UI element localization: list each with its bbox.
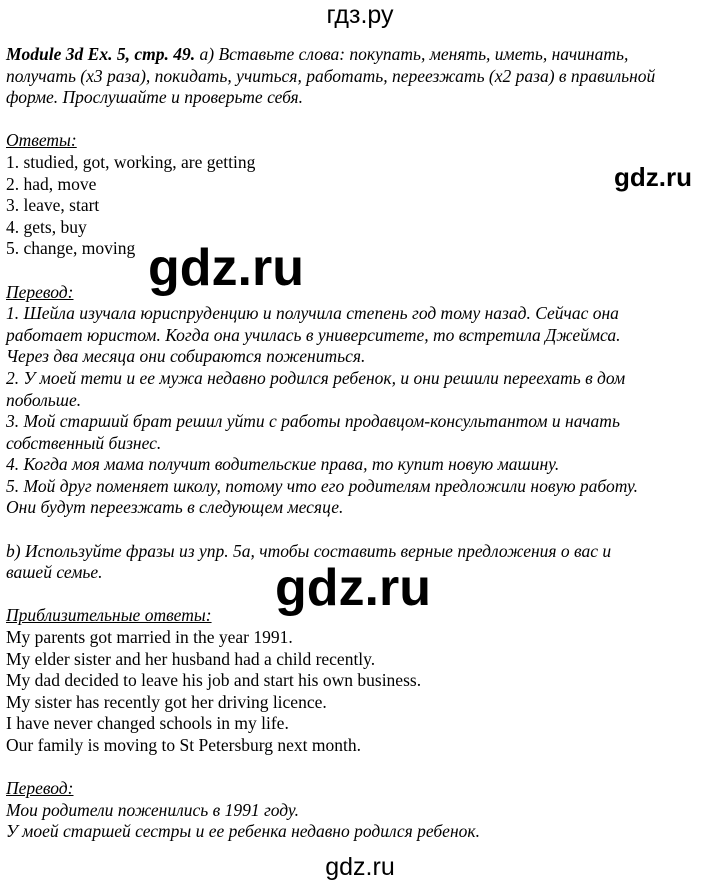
approx-answer-item: My parents got married in the year 1991.	[6, 627, 293, 648]
approx-answers-heading: Приблизительные ответы:	[6, 605, 212, 626]
translation-a-line: 1. Шейла изучала юриспруденцию и получила степень год тому назад. Сейчас она	[6, 303, 619, 324]
task-line-3: форме. Прослушайте и проверьте себя.	[6, 87, 304, 108]
answer-item: 3. leave, start	[6, 195, 100, 216]
approx-answer-item: Our family is moving to St Petersburg next month.	[6, 735, 362, 755]
answer-item: 4. gets, buy	[6, 216, 87, 237]
site-footer: gdz.ru	[325, 853, 395, 881]
approx-answer-item: I have never changed schools in my life.	[6, 713, 289, 734]
watermark: gdz.ru	[614, 162, 692, 192]
task-line-2: получать (х3 раза), покидать, учиться, работать, переезжать (х2 раза) в правильной	[6, 65, 656, 86]
task-reference: Module 3d Ex. 5, стр. 49.	[6, 44, 196, 64]
approx-answer-item: My elder sister and her husband had a child recently.	[6, 648, 376, 669]
translation-b-line: У моей старшей сестры и ее ребенка недавно родился ребенок.	[6, 821, 480, 842]
document-body	[6, 44, 706, 843]
task-b-line: вашей семье.	[6, 562, 103, 583]
translation-a-line: Они будут переезжать в следующем месяце.	[6, 497, 344, 518]
translation-a-line: 3. Мой старший брат решил уйти с работы продавцом-консультантом и начать	[6, 411, 620, 432]
translation-b-heading: Перевод:	[6, 778, 74, 799]
translation-b-line: Мои родители поженились в 1991 году.	[6, 799, 299, 820]
answer-item: 5. change, moving	[6, 238, 136, 259]
task-part: a)	[199, 44, 215, 64]
translation-a-line: 5. Мой друг поменяет школу, потому что его родителям предложили новую работу.	[6, 475, 638, 496]
translation-a-heading: Перевод:	[6, 281, 74, 302]
task-b-line: b) Используйте фразы из упр. 5а, чтобы составить верные предложения о вас и	[6, 540, 612, 561]
task-line-1: Module 3d Ex. 5, стр. 49. a) Вставьте слова: покупать, менять, иметь, начинать,	[6, 44, 629, 64]
translation-a-line: 2. У моей тети и ее мужа недавно родился ребенок, и они решили переехать в дом	[6, 367, 626, 388]
answer-item: 1. studied, got, working, are getting	[6, 151, 256, 172]
translation-a-line: собственный бизнес.	[6, 432, 162, 453]
translation-a-line: Через два месяца они собираются пожениться.	[6, 346, 366, 367]
translation-a-line: побольше.	[6, 389, 82, 410]
translation-a-line: 4. Когда моя мама получит водительские права, то купит новую машину.	[6, 454, 560, 475]
approx-answer-item: My dad decided to leave his job and start his own business.	[6, 670, 422, 691]
answers-heading: Ответы:	[6, 130, 77, 151]
approx-answer-item: My sister has recently got her driving licence.	[6, 691, 327, 712]
site-header: гдз.ру	[326, 1, 394, 29]
answer-item: 2. had, move	[6, 173, 97, 194]
watermark: gdz.ru	[148, 239, 304, 297]
watermark: gdz.ru	[275, 559, 431, 617]
translation-a-line: работает юристом. Когда она училась в университете, то встретила Джеймса.	[6, 324, 621, 345]
